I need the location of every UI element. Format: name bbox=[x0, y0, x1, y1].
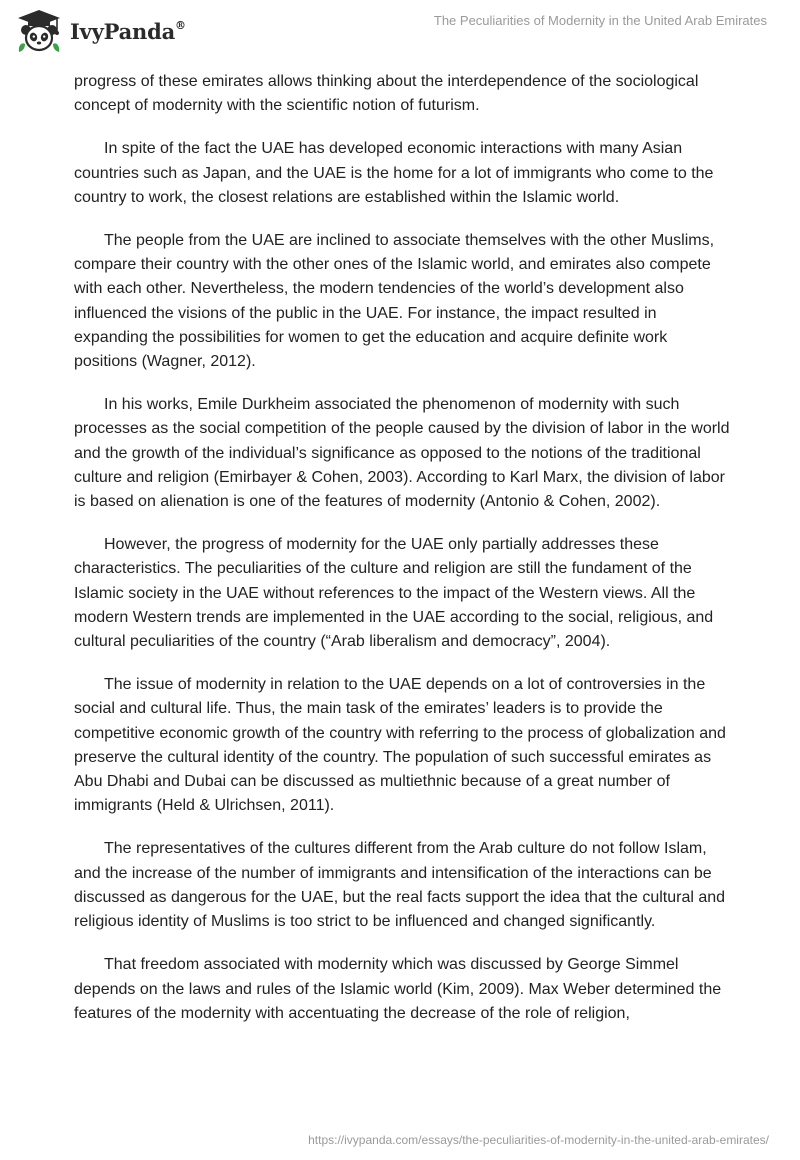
paragraph: The issue of modernity in relation to the UAE depends on a lot of controversies in the social and cultural life. Thus, the main task of the emirates’ leaders is to provide the competitive economic growth of the country with referring to the process of globalization and preserve the cultural identity of the country. The population of such successful emirates as Abu Dhabi and Dubai can be discussed as multiethnic because of a great number of immigrants (Held & Ulrichsen, 2011). bbox=[74, 676, 726, 815]
paragraph: That freedom associated with modernity which was discussed by George Simmel depends on the laws and rules of the Islamic world (Kim, 2009). Max Weber determined the features of the modernity with accentuating the decrease of the role of religion, bbox=[74, 956, 722, 1022]
source-url-link[interactable]: https://ivypanda.com/essays/the-peculiarities-of-modernity-in-the-united-arab-emirates/ bbox=[308, 1133, 769, 1147]
document-title: The Peculiarities of Modernity in the United Arab Emirates bbox=[433, 13, 767, 28]
paragraph: progress of these emirates allows thinking about the interdependence of the sociological concept of modernity with the scientific notion of futurism. bbox=[74, 73, 699, 115]
paragraph: The representatives of the cultures different from the Arab culture do not follow Islam, and the increase of the number of immigrants and intensification of the interactions can be discussed as dangerous for the UAE, but the real facts support the idea that the cultural and religious identity of Muslims is too strict to be influenced and changed significantly. bbox=[74, 840, 726, 931]
page-header bbox=[0, 0, 800, 64]
paragraph: In spite of the fact the UAE has developed economic interactions with many Asian countries such as Japan, and the UAE is the home for a lot of immigrants who come to the country to work, the closest relations are established within the Islamic world. bbox=[74, 140, 714, 206]
paragraph: In his works, Emile Durkheim associated the phenomenon of modernity with such processes as the social competition of the people caused by the division of labor in the world and the growth of the individual’s significance as opposed to the notions of the traditional culture and religion (Emirbayer & Cohen, 2003). According to Karl Marx, the division of labor is based on alienation is one of the features of modernity (Antonio & Cohen, 2002). bbox=[74, 396, 730, 511]
ivypanda-logo[interactable] bbox=[14, 8, 186, 54]
essay-body bbox=[74, 70, 730, 1045]
brand-name: IvyPanda® bbox=[70, 18, 186, 44]
panda-graduate-icon bbox=[14, 8, 64, 54]
paragraph: The people from the UAE are inclined to associate themselves with the other Muslims, compare their country with the other ones of the Islamic world, and emirates also compete with each other. Nevertheless, the modern tendencies of the world’s development also influenced the visions of the public in the UAE. For instance, the impact resulted in expanding the possibilities for women to get the education and acquire definite work positions (Wagner, 2012). bbox=[74, 232, 715, 371]
paragraph: However, the progress of modernity for the UAE only partially addresses these characteristics. The peculiarities of the culture and religion are still the fundament of the Islamic society in the UAE without references to the impact of the Western views. All the modern Western trends are implemented in the UAE according to the social, religious, and cultural peculiarities of the country (“Arab liberalism and democracy”, 2004). bbox=[74, 536, 714, 651]
